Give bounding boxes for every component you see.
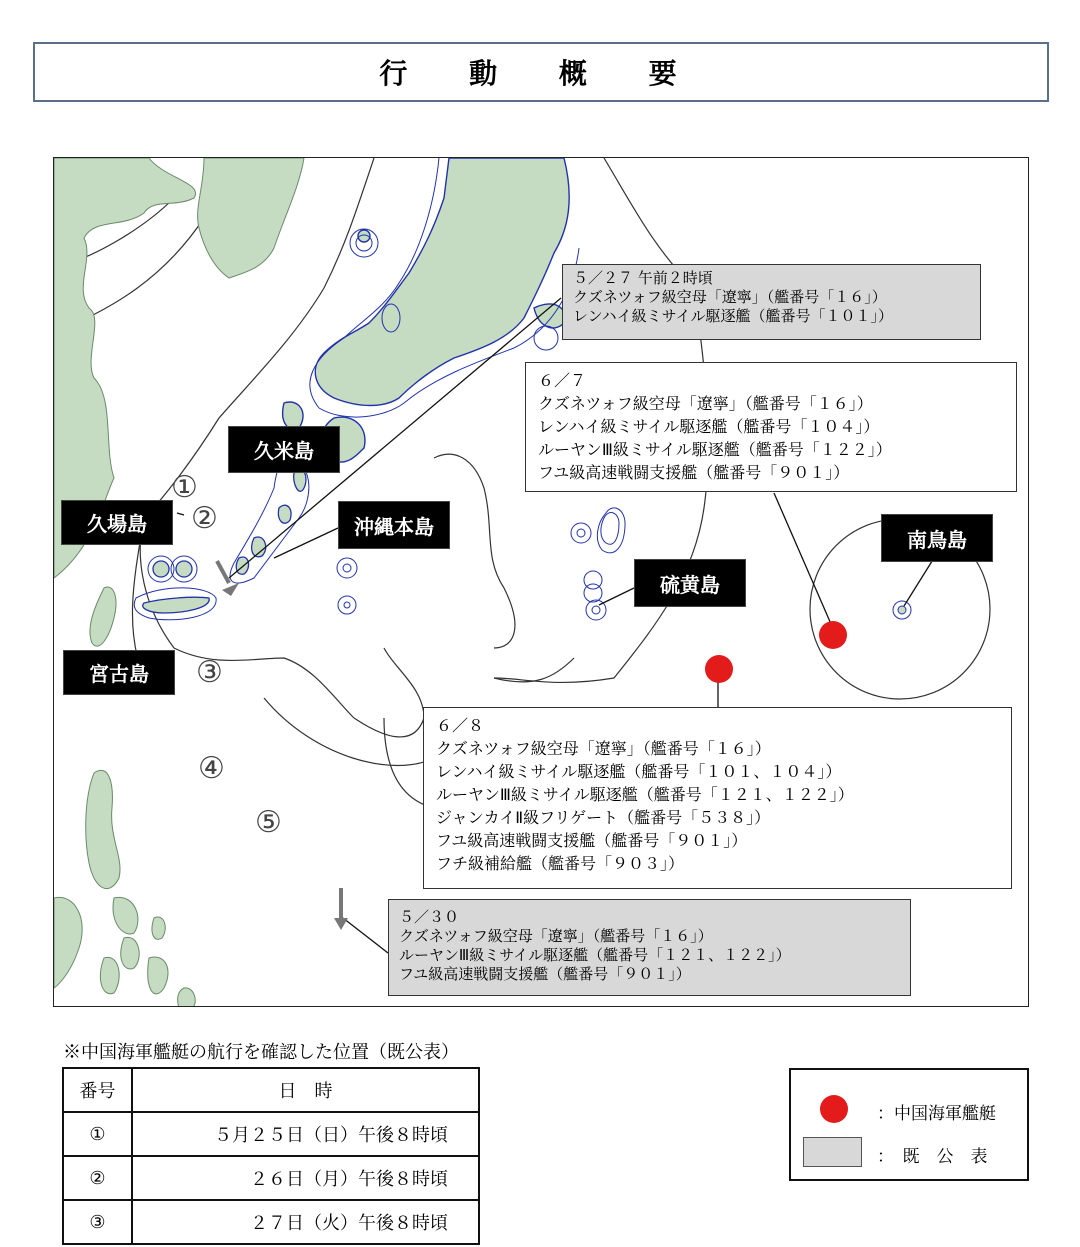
position-4: ④	[198, 751, 225, 786]
infobox-may30-line: クズネツォフ級空母「遼寧」（艦番号「１６」）	[399, 927, 713, 945]
infobox-jun8-line: レンハイ級ミサイル駆逐艦（艦番号「１０１、１０４」）	[436, 762, 842, 781]
ship-position-jun7	[819, 621, 847, 649]
infobox-may30-line: フユ級高速戦闘支援艦（艦番号「９０１」）	[399, 965, 691, 983]
schedule-num: ①	[63, 1112, 132, 1156]
infobox-may27-line: クズネツォフ級空母「遼寧」（艦番号「１６」）	[573, 288, 887, 306]
infobox-may27	[562, 264, 981, 340]
infobox-jun8-line: フユ級高速戦闘支援艦（艦番号「９０１」）	[436, 831, 748, 850]
position-1: ①	[171, 470, 198, 505]
label-miyako: 宮古島	[63, 650, 175, 695]
infobox-jun8-line: フチ級補給艦（艦番号「９０３」）	[436, 854, 685, 873]
table-row	[63, 1112, 479, 1156]
position-2: ②	[191, 501, 218, 536]
ship-position-jun8	[705, 655, 733, 683]
schedule-time: ５月２５日（日）午後８時頃	[132, 1112, 479, 1156]
schedule-header-row	[63, 1068, 479, 1112]
page-title-text: 行 動 概 要	[379, 57, 703, 90]
position-5: ⑤	[255, 805, 282, 840]
schedule-header-number: 番号	[63, 1068, 132, 1112]
philippines-islands	[54, 770, 195, 1007]
published-note: ※中国海軍艦艇の航行を確認した位置（既公表）	[63, 1042, 459, 1063]
schedule-num: ②	[63, 1156, 132, 1200]
infobox-jun7-line: レンハイ級ミサイル駆逐艦（艦番号「１０４」）	[538, 417, 880, 436]
taiwan-landmass	[90, 587, 116, 646]
infobox-jun7	[525, 362, 1017, 492]
infobox-jun7-line: ６／７	[538, 371, 587, 390]
infobox-jun8-line: ジャンカイⅡ級フリゲート（艦番号「５３８」）	[436, 808, 771, 827]
legend-ship-dot	[820, 1095, 848, 1123]
infobox-jun8	[423, 707, 1012, 889]
label-kuba: 久場島	[61, 500, 173, 545]
position-arrows	[217, 561, 348, 930]
schedule-table	[62, 1067, 480, 1245]
legend-published-swatch	[803, 1137, 862, 1167]
infobox-may27-line: レンハイ級ミサイル駆逐艦（艦番号「１０１」）	[573, 307, 894, 325]
minamitori-island-dot	[898, 606, 906, 614]
label-kume: 久米島	[228, 426, 340, 473]
korea-landmass	[198, 158, 304, 278]
infobox-jun7-line: クズネツォフ級空母「遼寧」（艦番号「１６」）	[538, 394, 873, 413]
infobox-jun8-line: ６／８	[436, 716, 485, 735]
label-iwoto: 硫黄島	[634, 559, 746, 607]
label-minamitori: 南鳥島	[881, 514, 993, 562]
schedule-time: ２７日（火）午後８時頃	[132, 1200, 479, 1244]
legend-ship-label: ：中国海軍艦艇	[877, 1104, 996, 1124]
table-row	[63, 1200, 479, 1244]
table-row	[63, 1156, 479, 1200]
legend	[789, 1068, 1029, 1181]
infobox-jun8-line: クズネツォフ級空母「遼寧」（艦番号「１６」）	[436, 739, 771, 758]
schedule-time: ２６日（月）午後８時頃	[132, 1156, 479, 1200]
ogasawara-islands	[571, 508, 625, 620]
position-3: ③	[196, 655, 223, 690]
page-title	[33, 42, 1049, 102]
schedule-header-datetime: 日 時	[132, 1068, 479, 1112]
label-okinawa: 沖縄本島	[338, 501, 450, 549]
schedule-num: ③	[63, 1200, 132, 1244]
infobox-jun7-line: フユ級高速戦闘支援艦（艦番号「９０１」）	[538, 463, 850, 482]
infobox-may30-line: ルーヤンⅢ級ミサイル駆逐艦（艦番号「１２１、１２２」）	[399, 946, 791, 964]
map-panel	[53, 157, 1029, 1007]
infobox-jun8-line: ルーヤンⅢ級ミサイル駆逐艦（艦番号「１２１、１２２」）	[436, 785, 854, 804]
infobox-may30	[388, 899, 911, 996]
legend-published-label: ： 既 公 表	[877, 1147, 988, 1167]
infobox-may30-line: ５／３０	[399, 908, 460, 926]
infobox-may27-line: ５／２７ 午前２時頃	[573, 269, 713, 287]
infobox-jun7-line: ルーヤンⅢ級ミサイル駆逐艦（艦番号「１２２」）	[538, 440, 892, 459]
